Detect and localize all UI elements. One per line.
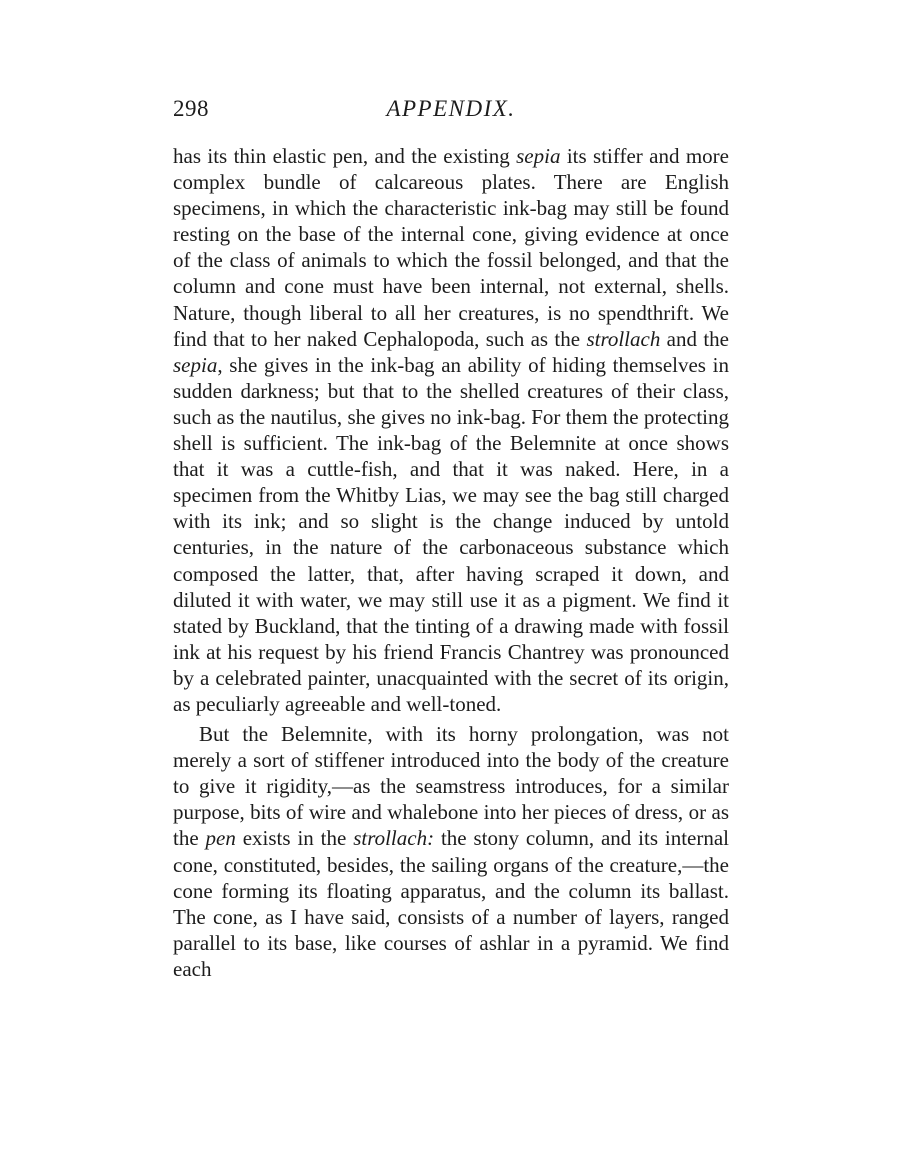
page-number: 298	[173, 96, 209, 121]
text-segment: and the	[660, 326, 729, 351]
text-segment: exists in the	[235, 826, 354, 851]
italic-word-pen: pen	[205, 826, 236, 851]
italic-word-sepia: sepia	[173, 352, 218, 377]
running-head: APPENDIX.	[386, 96, 516, 121]
text-segment: the stony column, and its internal cone, constituted, besides, the sailing organs of the creature,—the cone forming its floating apparatus, and the column its ballast. The cone, as I have said, consists of a number of layers, ranged parallel to its base, like courses of ashlar in a pyramid. We find each	[173, 826, 730, 981]
body-text	[173, 143, 729, 982]
page-header	[173, 96, 729, 128]
text-segment: has its thin elastic pen, and the existing	[173, 144, 517, 168]
paragraph-2	[173, 721, 729, 982]
italic-word-strollach: strollach	[586, 326, 661, 351]
italic-word-strollach: strollach:	[353, 826, 435, 851]
text-segment: , she gives in the ink-bag an ability of hiding themselves in sudden darkness; but that to the shelled creatures of their class, such as the nautilus, she gives no ink-bag. For them the protecting shell is sufficient. The ink-bag of the Belemnite at once shows that it was a cuttle-fish, and that it was naked. Here, in a specimen from the Whitby Lias, we may see the bag still charged with its ink; and so slight is the change induced by untold centuries, in the nature of the carbonaceous substance which composed the latter, that, after having scraped it down, and diluted it with water, we may still use it as a pigment. We find it stated by Buckland, that the tinting of a drawing made with fossil ink at his request by his friend Francis Chantrey was pronounced by a celebrated painter, unacquainted with the secret of its origin, as peculiarly agreeable and well-toned.	[173, 352, 729, 716]
italic-word-sepia: sepia	[516, 144, 561, 168]
text-segment: its stiffer and more complex bundle of calcareous plates. There are English specimens, in which the characteristic ink-bag may still be found resting on the base of the internal cone, giving evidence at once of the class of animals to which the fossil belonged, and that the column and cone must have been internal, not external, shells. Nature, though liberal to all her creatures, is no spendthrift. We find that to her naked Cephalopoda, such as the	[173, 144, 729, 351]
text-segment: But the Belemnite, with its horny prolongation, was not merely a sort of stiffener introduced into the body of the creature to give it rigidity,—as the seamstress introduces, for a similar purpose, bits of wire and whalebone into her pieces of dress, or as the	[173, 722, 729, 851]
paragraph-1	[173, 143, 729, 717]
